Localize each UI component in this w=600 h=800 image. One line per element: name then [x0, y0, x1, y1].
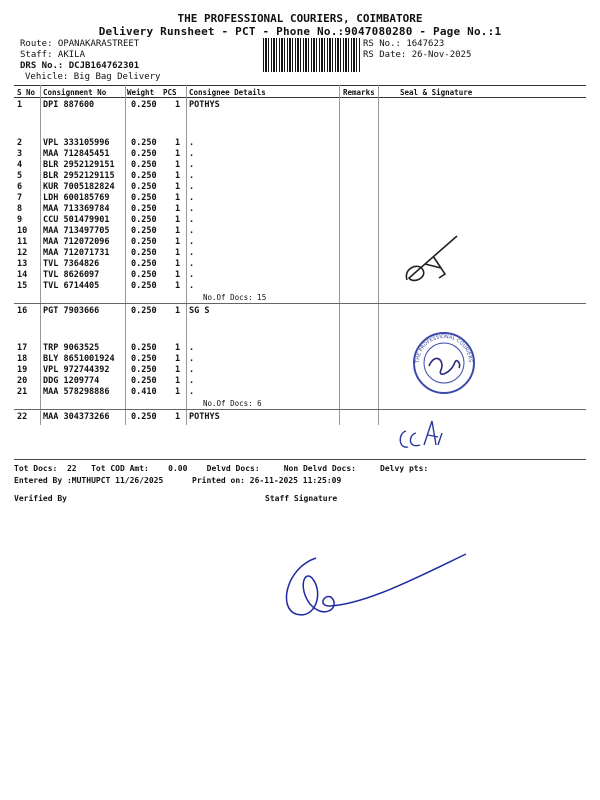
- runsheet-subtitle: Delivery Runsheet - PCT - Phone No.:9047080280 - Page No.:1: [98, 25, 502, 38]
- row-weight: 0.250: [131, 270, 157, 280]
- row-pcs: 1: [175, 160, 181, 170]
- row-sno: 7: [17, 193, 23, 203]
- table-row: [0, 270, 600, 281]
- table-row: [0, 281, 600, 292]
- col-seal-header: Seal & Signature: [400, 88, 473, 97]
- row-sno: 14: [17, 270, 28, 280]
- row-pcs: 1: [175, 259, 181, 269]
- table-row: [0, 354, 600, 365]
- row-consignee: .: [189, 226, 195, 236]
- table-row: [0, 412, 600, 423]
- row-sno: 3: [17, 149, 23, 159]
- table-row: [0, 365, 600, 376]
- row-consignee: .: [189, 343, 195, 353]
- verified-by-label: Verified By: [14, 494, 67, 503]
- row-consignment: MAA 712845451: [43, 149, 110, 159]
- row-pcs: 1: [175, 248, 181, 258]
- table-row: [0, 215, 600, 226]
- vehicle-label: Vehicle: Big Bag Delivery: [25, 72, 161, 82]
- route-label: Route: OPANAKARASTREET: [20, 39, 140, 49]
- row-consignee: POTHYS: [189, 412, 220, 422]
- row-weight: 0.250: [131, 343, 157, 353]
- row-consignee: .: [189, 270, 195, 280]
- svg-text:THE PROFESSIONAL COURIERS: [415, 334, 473, 364]
- group-divider: [14, 303, 586, 304]
- row-sno: 16: [17, 306, 28, 316]
- table-row: [0, 138, 600, 149]
- row-consignment: DDG 1209774: [43, 376, 100, 386]
- row-weight: 0.250: [131, 354, 157, 364]
- row-weight: 0.250: [131, 281, 157, 291]
- table-bottom-rule: [14, 459, 586, 460]
- row-weight: 0.250: [131, 259, 157, 269]
- row-consignment: MAA 578298886: [43, 387, 110, 397]
- row-pcs: 1: [175, 376, 181, 386]
- row-consignment: CCU 501479901: [43, 215, 110, 225]
- row-sno: 19: [17, 365, 28, 375]
- row-sno: 5: [17, 171, 23, 181]
- row-sno: 8: [17, 204, 23, 214]
- staff-signature-mark: [276, 548, 476, 628]
- row-sno: 1: [17, 100, 23, 110]
- table-row: [0, 160, 600, 171]
- row-weight: 0.250: [131, 306, 157, 316]
- row-consignment: MAA 713497705: [43, 226, 110, 236]
- row-consignment: BLY 8651001924: [43, 354, 115, 364]
- row-weight: 0.250: [131, 365, 157, 375]
- row-consignee: .: [189, 160, 195, 170]
- group-divider: [14, 409, 586, 410]
- row-weight: 0.250: [131, 376, 157, 386]
- row-consignment: TVL 6714405: [43, 281, 100, 291]
- group-doc-count: No.Of Docs: 6: [203, 399, 262, 408]
- row-pcs: 1: [175, 193, 181, 203]
- row-consignment: MAA 304373266: [43, 412, 110, 422]
- staff-signature-label: Staff Signature: [265, 494, 338, 503]
- group-doc-count: No.Of Docs: 15: [203, 293, 267, 302]
- row-weight: 0.250: [131, 138, 157, 148]
- table-row: [0, 237, 600, 248]
- row-consignment: VPL 972744392: [43, 365, 110, 375]
- row-consignee: .: [189, 171, 195, 181]
- row-weight: 0.250: [131, 226, 157, 236]
- row-consignee: .: [189, 376, 195, 386]
- row-consignment: LDH 600185769: [43, 193, 110, 203]
- row-pcs: 1: [175, 138, 181, 148]
- col-remarks-header: Remarks: [343, 88, 375, 97]
- row-sno: 18: [17, 354, 28, 364]
- row-pcs: 1: [175, 365, 181, 375]
- row-weight: 0.250: [131, 149, 157, 159]
- table-row: [0, 376, 600, 387]
- row-sno: 6: [17, 182, 23, 192]
- row-sno: 9: [17, 215, 23, 225]
- row-consignment: VPL 333105996: [43, 138, 110, 148]
- col-sno-header: S No: [17, 88, 36, 97]
- row-consignee: SG S: [189, 306, 210, 316]
- row-consignee: .: [189, 237, 195, 247]
- row-consignment: BLR 2952129115: [43, 171, 115, 181]
- row-consignment: DPI 887600: [43, 100, 95, 110]
- rs-date-label: RS Date: 26-Nov-2025: [363, 50, 472, 60]
- row-weight: 0.250: [131, 160, 157, 170]
- table-row: [0, 149, 600, 160]
- signature-group3: [392, 415, 452, 455]
- row-consignee: .: [189, 149, 195, 159]
- row-sno: 12: [17, 248, 28, 258]
- row-sno: 2: [17, 138, 23, 148]
- row-weight: 0.250: [131, 171, 157, 181]
- row-pcs: 1: [175, 306, 181, 316]
- row-pcs: 1: [175, 270, 181, 280]
- row-consignment: TRP 9063525: [43, 343, 100, 353]
- table-row: [0, 204, 600, 215]
- row-pcs: 1: [175, 226, 181, 236]
- table-row: [0, 248, 600, 259]
- row-weight: 0.410: [131, 387, 157, 397]
- barcode-image: [263, 38, 360, 72]
- row-sno: 4: [17, 160, 23, 170]
- row-consignee: .: [189, 248, 195, 258]
- row-pcs: 1: [175, 149, 181, 159]
- row-consignment: MAA 712071731: [43, 248, 110, 258]
- table-row: [0, 171, 600, 182]
- row-consignee: .: [189, 182, 195, 192]
- printed-on: Printed on: 26-11-2025 11:25:09: [192, 476, 342, 485]
- row-sno: 20: [17, 376, 28, 386]
- col-pcs-header: PCS: [163, 88, 177, 97]
- row-consignee: .: [189, 281, 195, 291]
- row-weight: 0.250: [131, 412, 157, 422]
- row-sno: 10: [17, 226, 28, 236]
- row-consignment: TVL 8626097: [43, 270, 100, 280]
- table-row: [0, 226, 600, 237]
- row-consignee: .: [189, 259, 195, 269]
- drs-label: DRS No.: DCJB164762301: [20, 61, 140, 71]
- row-weight: 0.250: [131, 193, 157, 203]
- col-weight-header: Weight: [127, 88, 155, 97]
- row-pcs: 1: [175, 100, 181, 110]
- row-consignment: MAA 712072096: [43, 237, 110, 247]
- row-consignment: BLR 2952129151: [43, 160, 115, 170]
- row-pcs: 1: [175, 237, 181, 247]
- row-weight: 0.250: [131, 100, 157, 110]
- row-consignee: .: [189, 204, 195, 214]
- rs-no-label: RS No.: 1647623: [363, 39, 445, 49]
- row-consignment: TVL 7364826: [43, 259, 100, 269]
- staff-label: Staff: AKILA: [20, 50, 86, 60]
- row-sno: 11: [17, 237, 28, 247]
- col-consignee-header: Consignee Details: [189, 88, 266, 97]
- table-top-rule: [14, 85, 586, 86]
- table-row: [0, 100, 600, 111]
- seal-stamp: [411, 330, 477, 396]
- row-pcs: 1: [175, 182, 181, 192]
- row-sno: 15: [17, 281, 28, 291]
- row-pcs: 1: [175, 343, 181, 353]
- row-weight: 0.250: [131, 248, 157, 258]
- row-consignee: .: [189, 215, 195, 225]
- row-consignment: MAA 713369784: [43, 204, 110, 214]
- row-consignee: POTHYS: [189, 100, 220, 110]
- row-sno: 17: [17, 343, 28, 353]
- table-row: [0, 387, 600, 398]
- row-consignee: .: [189, 365, 195, 375]
- row-pcs: 1: [175, 215, 181, 225]
- signature-group1: [395, 228, 470, 288]
- row-pcs: 1: [175, 412, 181, 422]
- company-title: THE PROFESSIONAL COURIERS, COIMBATORE: [177, 12, 423, 25]
- stamp-text: THE PROFESSIONAL COURIERS: [414, 333, 474, 364]
- totals-line: Tot Docs: 22 Tot COD Amt: 0.00 Delvd Docs: Non Delvd Docs: Delvy pts:: [14, 464, 429, 473]
- table-row: [0, 182, 600, 193]
- col-consignment-header: Consignment No: [43, 88, 107, 97]
- table-row: [0, 343, 600, 354]
- row-sno: 21: [17, 387, 28, 397]
- table-row: [0, 306, 600, 317]
- row-weight: 0.250: [131, 182, 157, 192]
- row-pcs: 1: [175, 354, 181, 364]
- row-weight: 0.250: [131, 237, 157, 247]
- row-sno: 22: [17, 412, 28, 422]
- row-pcs: 1: [175, 281, 181, 291]
- entered-by: Entered By :MUTHUPCT 11/26/2025: [14, 476, 164, 485]
- table-row: [0, 259, 600, 270]
- table-row: [0, 193, 600, 204]
- row-weight: 0.250: [131, 215, 157, 225]
- row-pcs: 1: [175, 171, 181, 181]
- row-weight: 0.250: [131, 204, 157, 214]
- row-consignment: PGT 7903666: [43, 306, 100, 316]
- row-consignee: .: [189, 138, 195, 148]
- row-sno: 13: [17, 259, 28, 269]
- row-consignment: KUR 7005182824: [43, 182, 115, 192]
- row-consignee: .: [189, 387, 195, 397]
- header-bottom-rule: [14, 97, 586, 98]
- row-pcs: 1: [175, 387, 181, 397]
- row-consignee: .: [189, 354, 195, 364]
- row-consignee: .: [189, 193, 195, 203]
- row-pcs: 1: [175, 204, 181, 214]
